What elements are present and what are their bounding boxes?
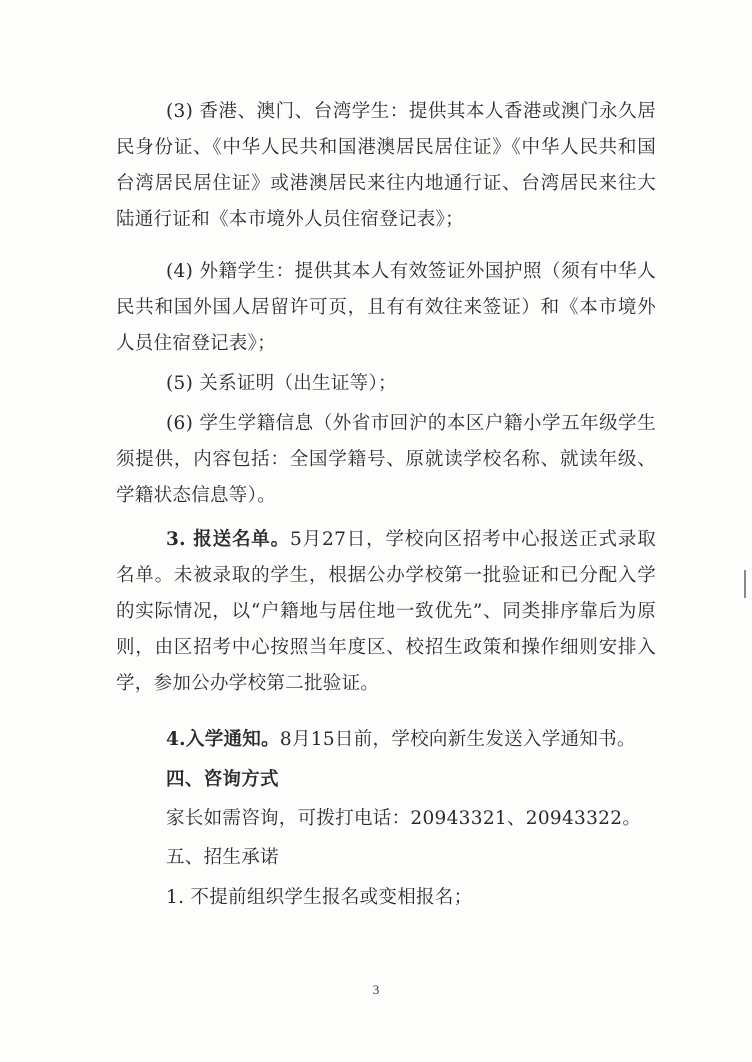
- section-5-heading: 五、招生承诺: [166, 847, 279, 868]
- paragraph-step-3: [116, 522, 656, 702]
- paragraph-item-3: (3) 香港、澳门、台湾学生：提供其本人香港或澳门永久居民身份证、《中华人民共和国港澳居民居住证》《中华人民共和国台湾居民居住证》或港澳居民来往内地通行证、台湾居民来往大陆通行证和《本市境外人员住宿登记表》；: [116, 101, 656, 230]
- paragraph-item-5: (5) 关系证明（出生证等）；: [166, 373, 397, 394]
- paragraph-item-4: (4) 外籍学生：提供其本人有效签证外国护照（须有中华人民共和国外国人居留许可页，且有有效往来签证）和《本市境外人员住宿登记表》；: [116, 261, 656, 354]
- step-4-heading: 4.入学通知。: [166, 729, 280, 750]
- step-3-body: 5月27日，学校向区招考中心报送正式录取名单。未被录取的学生，根据公办学校第一批验证和已分配入学的实际情况，以“户籍地与居住地一致优先”、同类排序靠后为原则，由区招考中心按照当年度区、校招生政策和操作细则安排入学，参加公办学校第二批验证。: [116, 529, 657, 694]
- section-4-heading: 四、咨询方式: [166, 769, 279, 790]
- scan-artifact-line: [744, 570, 746, 598]
- paragraph-item-6: (6) 学生学籍信息（外省市回沪的本区户籍小学五年级学生须提供，内容包括：全国学籍号、原就读学校名称、就读年级、学籍状态信息等）。: [116, 413, 656, 506]
- step-4-body: 8月15日前，学校向新生发送入学通知书。: [279, 729, 636, 750]
- page-number: 3: [372, 982, 380, 997]
- paragraph-step-4: [116, 722, 656, 758]
- promise-item-1: 1. 不提前组织学生报名或变相报名；: [166, 887, 473, 908]
- contact-paragraph: 家长如需咨询，可拨打电话：20943321、20943322。: [166, 808, 642, 829]
- step-3-heading: 3. 报送名单。: [166, 529, 291, 550]
